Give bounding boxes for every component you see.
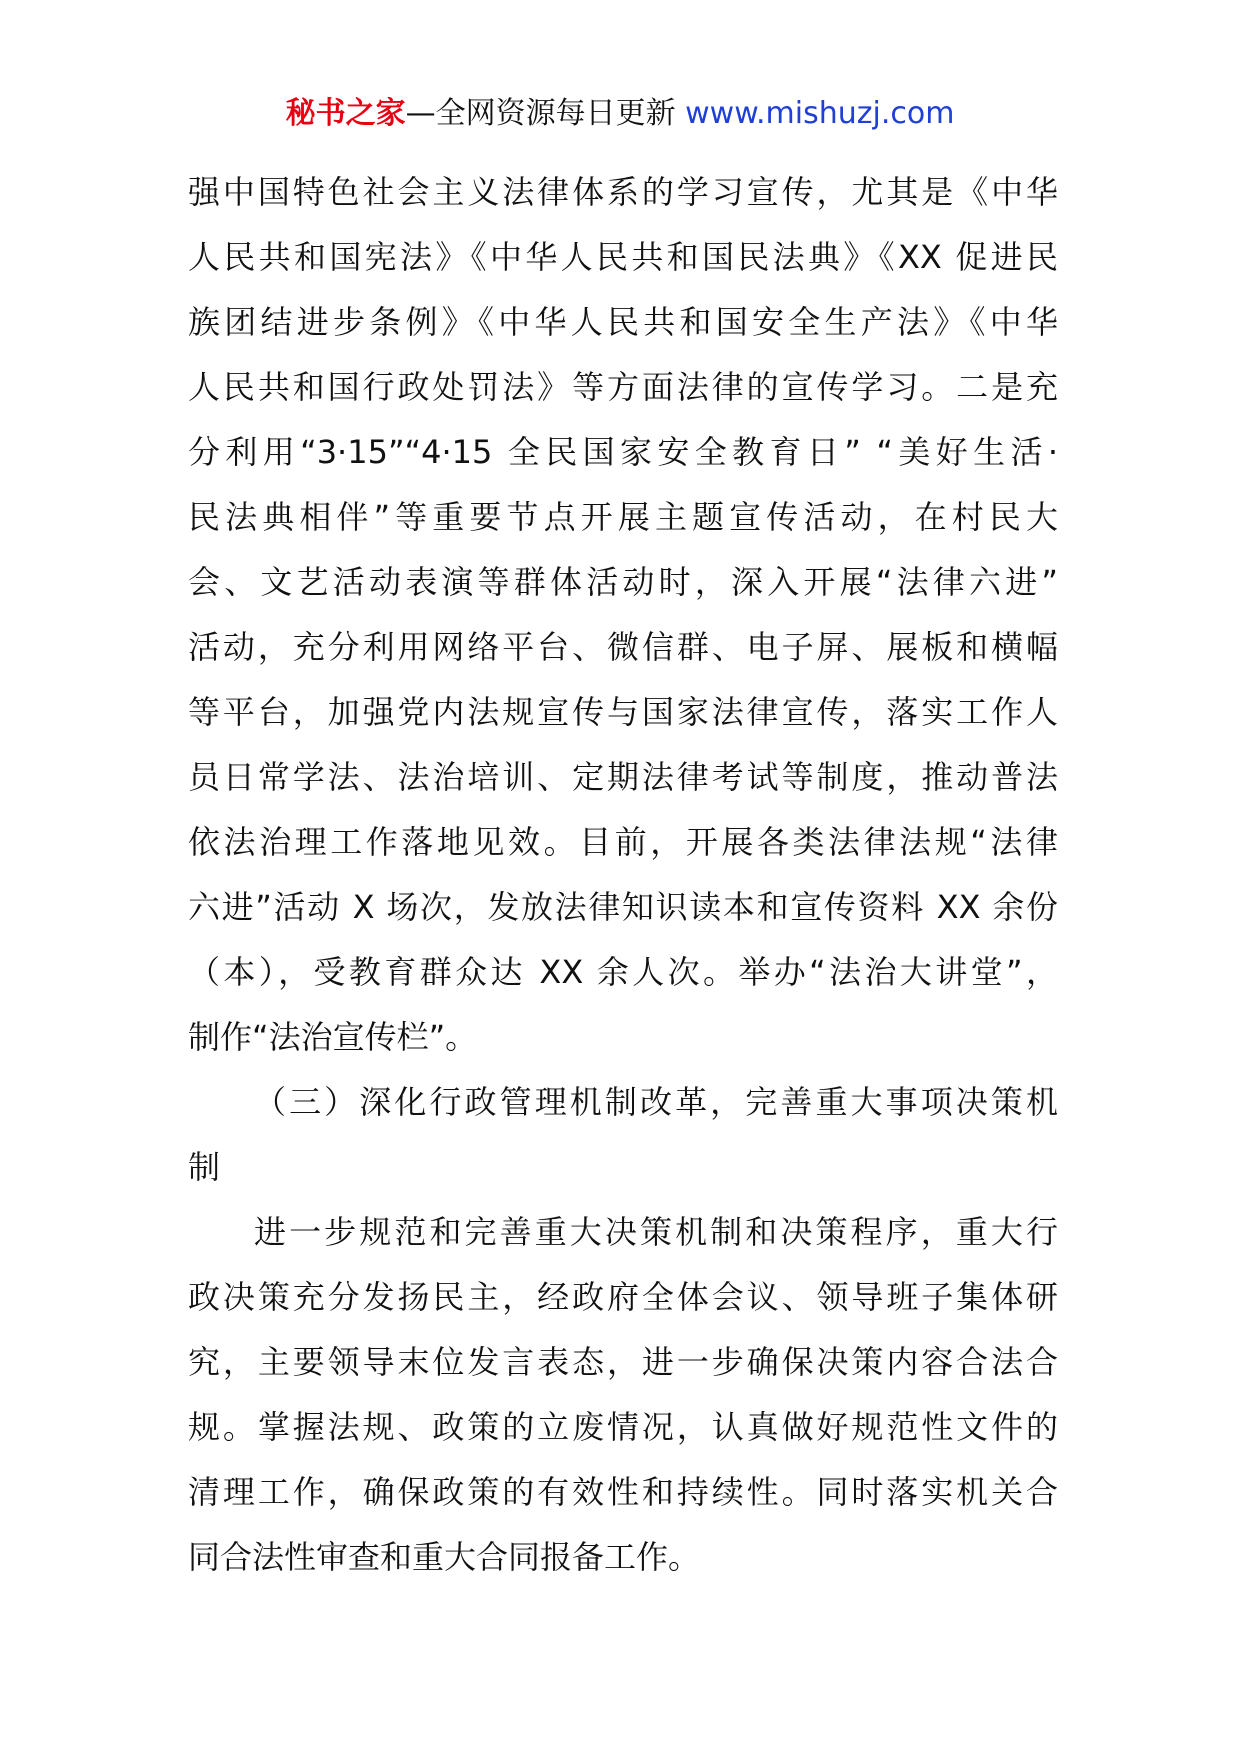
heading-line: 制 (188, 1148, 221, 1186)
text-line: 会、文艺活动表演等群体活动时，深入开展“法律六进” (188, 563, 1058, 601)
text-line: 制作“法治宣传栏”。 (188, 1018, 478, 1056)
page-header (0, 94, 1240, 134)
text-line: 六进”活动 X 场次，发放法律知识读本和宣传资料 XX 余份 (188, 888, 1058, 926)
text-line: 规。掌握法规、政策的立废情况，认真做好规范性文件的 (188, 1408, 1058, 1446)
text-line: 进一步规范和完善重大决策机制和决策程序，重大行 (254, 1213, 1058, 1251)
text-line: 员日常学法、法治培训、定期法律考试等制度，推动普法 (188, 758, 1058, 796)
text-line: 族团结进步条例》《中华人民共和国安全生产法》《中华 (188, 303, 1058, 341)
document-body (188, 160, 1058, 1590)
text-line: 活动，充分利用网络平台、微信群、电子屏、展板和横幅 (188, 628, 1058, 666)
text-line: 民法典相伴”等重要节点开展主题宣传活动，在村民大 (188, 498, 1058, 536)
site-brand: 秘书之家 (285, 96, 406, 131)
heading-line: （三）深化行政管理机制改革，完善重大事项决策机 (254, 1083, 1058, 1121)
paragraph-decision-mechanism (188, 1200, 1058, 1590)
text-line: 人民共和国宪法》《中华人民共和国民法典》《XX 促进民 (188, 238, 1058, 276)
text-line: 究，主要领导末位发言表态，进一步确保决策内容合法合 (188, 1343, 1058, 1381)
text-line: 等平台，加强党内法规宣传与国家法律宣传，落实工作人 (188, 693, 1058, 731)
text-line: 人民共和国行政处罚法》等方面法律的宣传学习。二是充 (188, 368, 1058, 406)
text-line: 强中国特色社会主义法律体系的学习宣传，尤其是《中华 (188, 173, 1058, 211)
paragraph-legal-publicity (188, 160, 1058, 1070)
section-heading-3 (188, 1070, 1058, 1200)
text-line: 清理工作，确保政策的有效性和持续性。同时落实机关合 (188, 1473, 1058, 1511)
text-line: 分利用“3·15”“4·15 全民国家安全教育日” “美好生活· (188, 433, 1058, 471)
site-tagline: —全网资源每日更新 (405, 96, 676, 131)
text-line: 依法治理工作落地见效。目前，开展各类法律法规“法律 (188, 823, 1058, 861)
text-line: 同合法性审查和重大合同报备工作。 (188, 1538, 701, 1576)
text-line: （本），受教育群众达 XX 余人次。举办“法治大讲堂”， (188, 953, 1058, 991)
site-url[interactable]: www.mishuzj.com (685, 96, 955, 131)
text-line: 政决策充分发扬民主，经政府全体会议、领导班子集体研 (188, 1278, 1058, 1316)
